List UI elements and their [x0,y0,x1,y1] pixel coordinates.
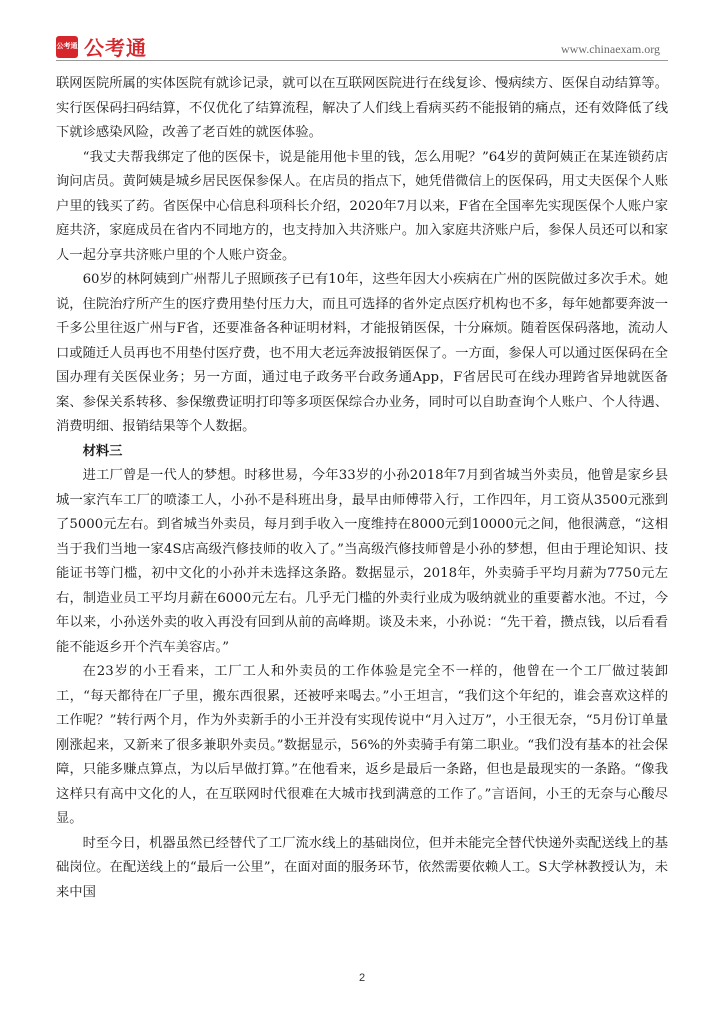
site-url: www.chinaexam.org [561,42,660,56]
header-divider [56,60,668,61]
brand-logo [56,32,147,61]
logo-badge-icon: 公考通 [56,36,78,58]
paragraph-2: “我丈夫帮我绑定了他的医保卡，说是能用他卡里的钱，怎么用呢？”64岁的黄阿姨正在某连锁药店询问店员。黄阿姨是城乡居民医保参保人。在店员的指点下，她凭借微信上的医保码，用丈夫医保个人账户里的钱买了药。省医保中心信息科项科长介绍，2020年7月以来，F省在全国率先实现医保个人账户家庭共济，家庭成员在省内不同地方的，也支持加入共济账户。加入家庭共济账户后，参保人员还可以和家人一起分享共济账户里的个人账户资金。 [56,149,668,263]
paragraph-1: 联网医院所属的实体医院有就诊记录，就可以在互联网医院进行在线复诊、慢病续方、医保自动结算等。实行医保码扫码结算，不仅优化了结算流程，解决了人们线上看病买药不能报销的痛点，还有效降低了线下就诊感染风险，改善了老百姓的就医体验。 [56,76,668,140]
logo-text: 公考通 [84,36,147,60]
paragraph-6: 时至今日，机器虽然已经替代了工厂流水线上的基础岗位，但并未能完全替代快递外卖配送线上的基础岗位。在配送线上的“最后一公里”，在面对面的服务环节，依然需要依赖人工。S大学林教授认为，未来中国 [56,835,668,900]
paragraph-5: 在23岁的小王看来，工厂工人和外卖员的工作体验是完全不一样的，他曾在一个工厂做过装卸工，“每天都待在厂子里，搬东西很累，还被呼来喝去。”小王坦言，“我们这个年纪的，谁会喜欢这样的工作呢？”转行两个月，作为外卖新手的小王并没有实现传说中“月入过万”，小王很无奈，“5月份订单量刚涨起来，又新来了很多兼职外卖员。”数据显示，56%的外卖骑手有第二职业。“我们没有基本的社会保障，只能多赚点算点，为以后早做打算。”在他看来，返乡是最后一条路，但也是最现实的一条路。“像我这样只有高中文化的人，在互联网时代很难在大城市找到满意的工作了。”言语间，小王的无奈与心酸尽显。 [56,664,668,826]
page-number: 2 [358,972,366,984]
page-header [56,30,668,58]
paragraph-4: 进工厂曾是一代人的梦想。时移世易，今年33岁的小孙2018年7月到省城当外卖员，他曾是家乡县城一家汽车工厂的喷漆工人，小孙不是科班出身，最早由师傅带入行，工作四年，月工资从3500元涨到了5000元左右。到省城当外卖员，每月到手收入一度维持在8000元到10000元之间，他很满意，“这相当于我们当地一家4S店高级汽修技师的收入了。”当高级汽修技师曾是小孙的梦想，但由于理论知识、技能证书等门槛，初中文化的小孙并未选择这条路。数据显示，2018年，外卖骑手平均月薪为7750元左右，制造业员工平均月薪在6000元左右。几乎无门槛的外卖行业成为吸纳就业的重要蓄水池。不过，今年以来，小孙送外卖的收入再没有回到从前的高峰期。谈及未来，小孙说：“先干着，攒点钱，以后看看能不能返乡开个汽车美容店。” [56,468,668,655]
section-title: 材料三 [82,443,123,459]
document-body [56,72,668,905]
paragraph-3: 60岁的林阿姨到广州帮儿子照顾孩子已有10年，这些年因大小疾病在广州的医院做过多次手术。她说，住院治疗所产生的医疗费用垫付压力大，而且可选择的省外定点医疗机构也不多，每年她都要奔波一千多公里往返广州与F省，还要准备各种证明材料，才能报销医保，十分麻烦。随着医保码落地，流动人口或随迁人员再也不用垫付医疗费，也不用大老远奔波报销医保了。一方面，参保人可以通过医保码在全国办理有关医保业务；另一方面，通过电子政务平台政务通App，F省居民可在线办理跨省异地就医备案、参保关系转移、参保缴费证明打印等多项医保综合办业务，同时可以自助查询个人账户、个人待遇、消费明细、报销结果等个人数据。 [56,272,668,434]
